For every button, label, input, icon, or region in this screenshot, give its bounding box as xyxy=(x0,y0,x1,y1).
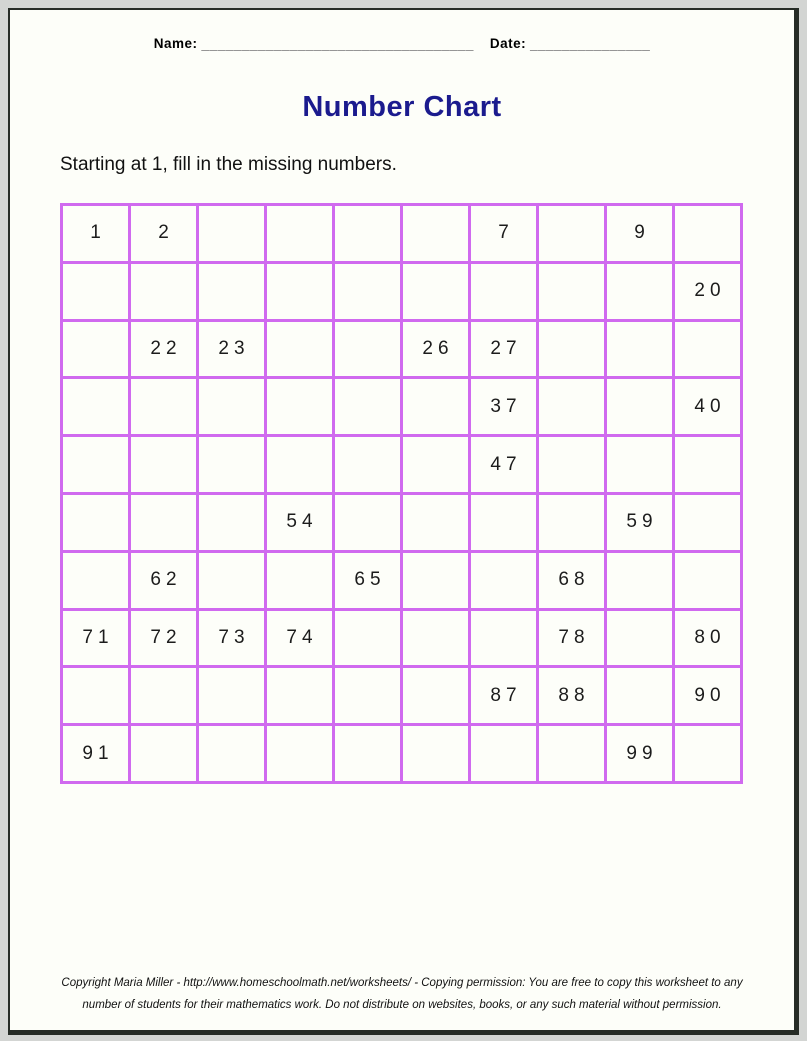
grid-cell-empty[interactable] xyxy=(471,264,536,319)
grid-cell-empty[interactable] xyxy=(267,206,332,261)
grid-cell-empty[interactable] xyxy=(63,437,128,492)
grid-cell-empty[interactable] xyxy=(607,264,672,319)
copyright-footer xyxy=(10,972,794,1016)
grid-cell-filled: 47 xyxy=(471,437,536,492)
grid-cell-filled: 65 xyxy=(335,553,400,608)
grid-cell-filled: 54 xyxy=(267,495,332,550)
grid-cell-empty[interactable] xyxy=(63,495,128,550)
date-label: Date: xyxy=(489,36,527,51)
grid-cell-filled: 90 xyxy=(675,668,740,723)
grid-cell-filled: 73 xyxy=(199,611,264,666)
grid-cell-empty[interactable] xyxy=(267,437,332,492)
grid-cell-empty[interactable] xyxy=(403,611,468,666)
grid-cell-empty[interactable] xyxy=(607,437,672,492)
grid-cell-empty[interactable] xyxy=(403,206,468,261)
grid-cell-empty[interactable] xyxy=(335,264,400,319)
grid-cell-empty[interactable] xyxy=(471,726,536,781)
grid-cell-empty[interactable] xyxy=(199,726,264,781)
grid-cell-empty[interactable] xyxy=(403,495,468,550)
grid-cell-empty[interactable] xyxy=(607,668,672,723)
grid-cell-empty[interactable] xyxy=(335,611,400,666)
grid-cell-empty[interactable] xyxy=(539,726,604,781)
grid-cell-empty[interactable] xyxy=(403,264,468,319)
grid-cell-filled: 37 xyxy=(471,379,536,434)
grid-cell-filled: 23 xyxy=(199,322,264,377)
grid-cell-empty[interactable] xyxy=(607,379,672,434)
worksheet-page xyxy=(8,8,799,1035)
grid-cell-filled: 74 xyxy=(267,611,332,666)
grid-cell-empty[interactable] xyxy=(131,437,196,492)
date-fill-in-line[interactable]: _______________ xyxy=(530,36,651,51)
grid-cell-empty[interactable] xyxy=(267,553,332,608)
grid-cell-empty[interactable] xyxy=(335,495,400,550)
grid-cell-empty[interactable] xyxy=(267,379,332,434)
grid-cell-filled: 7 xyxy=(471,206,536,261)
grid-cell-filled: 27 xyxy=(471,322,536,377)
grid-cell-empty[interactable] xyxy=(335,726,400,781)
grid-cell-filled: 22 xyxy=(131,322,196,377)
grid-cell-empty[interactable] xyxy=(539,322,604,377)
grid-cell-empty[interactable] xyxy=(471,495,536,550)
grid-cell-empty[interactable] xyxy=(63,379,128,434)
name-label: Name: xyxy=(153,36,198,51)
grid-cell-filled: 2 xyxy=(131,206,196,261)
grid-cell-empty[interactable] xyxy=(63,322,128,377)
grid-cell-empty[interactable] xyxy=(199,379,264,434)
grid-cell-filled: 9 xyxy=(607,206,672,261)
grid-cell-filled: 71 xyxy=(63,611,128,666)
grid-cell-filled: 62 xyxy=(131,553,196,608)
grid-cell-empty[interactable] xyxy=(63,668,128,723)
grid-cell-empty[interactable] xyxy=(675,726,740,781)
grid-cell-empty[interactable] xyxy=(199,206,264,261)
grid-cell-empty[interactable] xyxy=(131,726,196,781)
grid-cell-empty[interactable] xyxy=(199,668,264,723)
grid-cell-empty[interactable] xyxy=(131,264,196,319)
grid-cell-filled: 78 xyxy=(539,611,604,666)
grid-cell-empty[interactable] xyxy=(471,611,536,666)
grid-cell-filled: 87 xyxy=(471,668,536,723)
grid-cell-empty[interactable] xyxy=(539,379,604,434)
grid-cell-empty[interactable] xyxy=(63,553,128,608)
grid-cell-empty[interactable] xyxy=(199,264,264,319)
grid-cell-filled: 99 xyxy=(607,726,672,781)
number-grid xyxy=(60,203,743,784)
grid-cell-filled: 40 xyxy=(675,379,740,434)
grid-cell-empty[interactable] xyxy=(675,322,740,377)
grid-cell-empty[interactable] xyxy=(607,322,672,377)
grid-cell-filled: 68 xyxy=(539,553,604,608)
grid-cell-empty[interactable] xyxy=(403,553,468,608)
grid-cell-empty[interactable] xyxy=(539,264,604,319)
grid-cell-empty[interactable] xyxy=(539,495,604,550)
grid-cell-filled: 91 xyxy=(63,726,128,781)
grid-cell-empty[interactable] xyxy=(267,322,332,377)
grid-cell-filled: 59 xyxy=(607,495,672,550)
grid-cell-empty[interactable] xyxy=(675,495,740,550)
page-title: Number Chart xyxy=(302,91,502,123)
grid-cell-empty[interactable] xyxy=(335,668,400,723)
grid-cell-empty[interactable] xyxy=(403,668,468,723)
grid-cell-empty[interactable] xyxy=(267,726,332,781)
grid-cell-filled: 1 xyxy=(63,206,128,261)
name-fill-in-line[interactable]: __________________________________ xyxy=(201,36,474,51)
grid-cell-empty[interactable] xyxy=(539,206,604,261)
grid-cell-empty[interactable] xyxy=(403,379,468,434)
grid-cell-empty[interactable] xyxy=(131,495,196,550)
grid-cell-empty[interactable] xyxy=(675,206,740,261)
grid-cell-empty[interactable] xyxy=(403,437,468,492)
grid-cell-empty[interactable] xyxy=(199,495,264,550)
grid-cell-empty[interactable] xyxy=(199,553,264,608)
grid-cell-empty[interactable] xyxy=(403,726,468,781)
copyright-line-1: Copyright Maria Miller - http://www.homeschoolmath.net/worksheets/ - Copying permission: You are free to copy this worksheet to any xyxy=(61,977,743,989)
grid-cell-empty[interactable] xyxy=(335,206,400,261)
grid-cell-filled: 26 xyxy=(403,322,468,377)
name-date-header xyxy=(10,36,794,51)
grid-cell-empty[interactable] xyxy=(335,322,400,377)
grid-cell-empty[interactable] xyxy=(335,437,400,492)
grid-cell-empty[interactable] xyxy=(63,264,128,319)
grid-cell-empty[interactable] xyxy=(335,379,400,434)
grid-cell-empty[interactable] xyxy=(607,611,672,666)
grid-cell-empty[interactable] xyxy=(539,437,604,492)
grid-cell-empty[interactable] xyxy=(199,437,264,492)
grid-cell-filled: 20 xyxy=(675,264,740,319)
grid-cell-empty[interactable] xyxy=(471,553,536,608)
grid-cell-empty[interactable] xyxy=(267,264,332,319)
grid-cell-empty[interactable] xyxy=(675,553,740,608)
grid-cell-empty[interactable] xyxy=(131,379,196,434)
grid-cell-empty[interactable] xyxy=(607,553,672,608)
instruction-text: Starting at 1, fill in the missing numbers. xyxy=(60,154,397,175)
grid-cell-empty[interactable] xyxy=(131,668,196,723)
grid-cell-filled: 88 xyxy=(539,668,604,723)
grid-cell-filled: 72 xyxy=(131,611,196,666)
grid-cell-empty[interactable] xyxy=(675,437,740,492)
grid-cell-filled: 80 xyxy=(675,611,740,666)
copyright-line-2: number of students for their mathematics work. Do not distribute on websites, books, or any such material without permission. xyxy=(82,999,722,1011)
grid-cell-empty[interactable] xyxy=(267,668,332,723)
